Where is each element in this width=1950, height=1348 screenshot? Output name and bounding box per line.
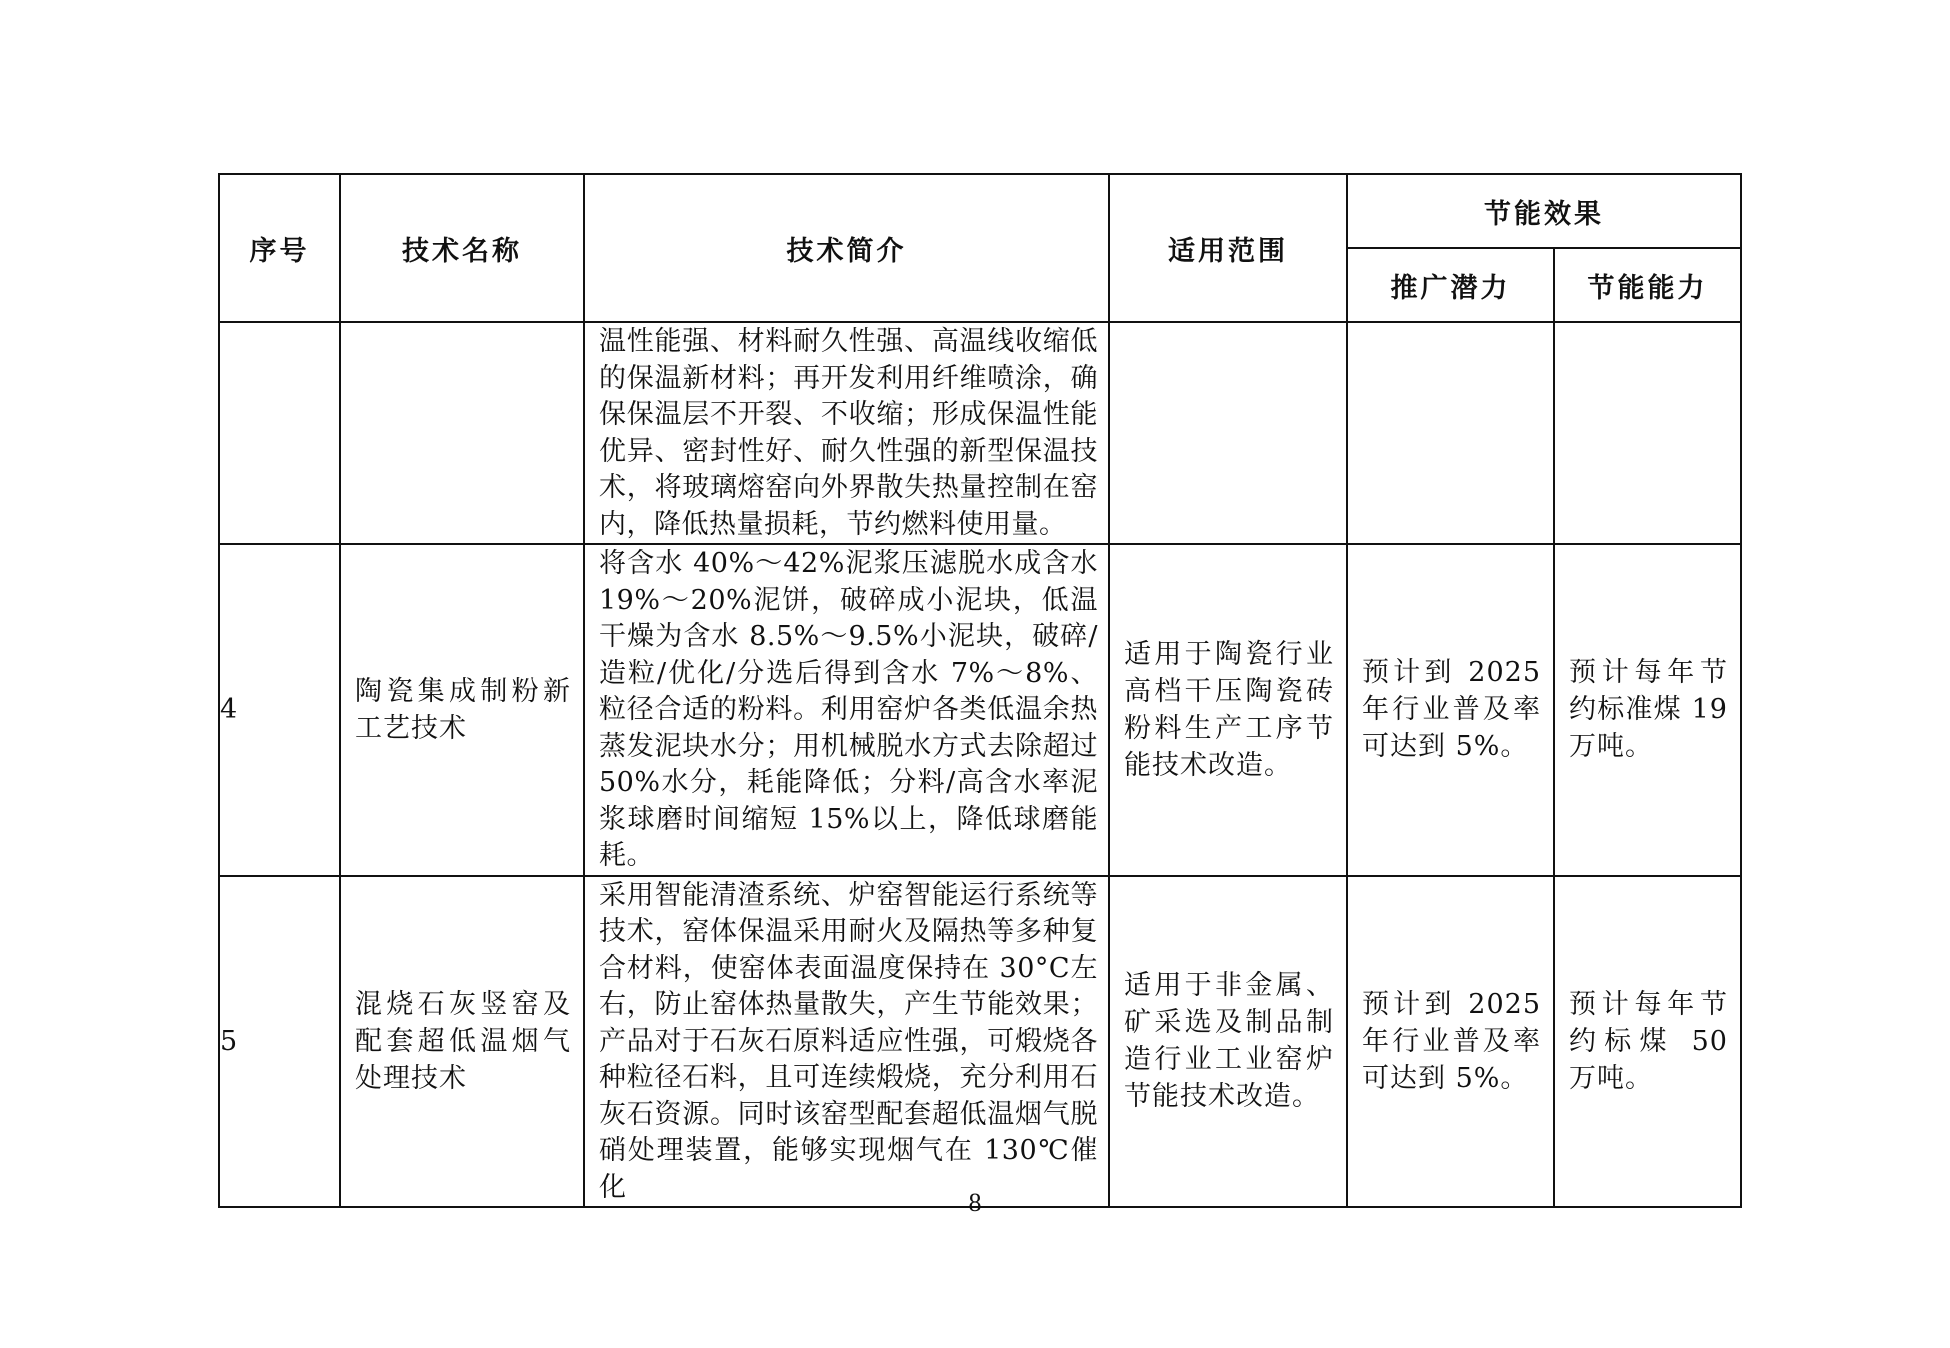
- row-scope: 适用于陶瓷行业高档干压陶瓷砖粉料生产工序节能技术改造。: [1124, 638, 1334, 781]
- row-seq: 4: [219, 544, 340, 876]
- row-desc: 采用智能清渣系统、炉窑智能运行系统等技术，窑体保温采用耐火及隔热等多种复合材料，使窑体表面温度保持在 30°C左右，防止窑体热量散失，产生节能效果；产品对于石灰石原料适应性强，可煅烧各种粒径石料，且可连续煅烧，充分利用石灰石资源。同时该窑型配套超低温烟气脱硝处理装置，能够实现烟气在 130℃催化: [599, 879, 1098, 1203]
- row-scope: 适用于非金属、矿采选及制品制造行业工业窑炉节能技术改造。: [1124, 970, 1334, 1113]
- header-seq: 序号: [219, 174, 340, 322]
- header-capacity: 节能能力: [1554, 248, 1741, 322]
- header-desc: 技术简介: [584, 174, 1109, 322]
- row-potential: 预计到 2025 年行业普及率可达到 5%。: [1362, 657, 1541, 763]
- row-desc-cell: [584, 322, 1109, 544]
- row-name: 混烧石灰竖窑及配套超低温烟气处理技术: [355, 988, 571, 1094]
- row-name-cell: [340, 544, 584, 876]
- row-capacity-cell: [1554, 322, 1741, 544]
- row-desc: 将含水 40%～42%泥浆压滤脱水成含水19%～20%泥饼，破碎成小泥块，低温干燥为含水 8.5%～9.5%小泥块，破碎/造粒/优化/分选后得到含水 7%～8%、粒径合适的粉料。利用窑炉各类低温余热蒸发泥块水分；用机械脱水方式去除超过 50%水分，耗能降低；分料/高含水率泥浆球磨时间缩短 15%以上，降低球磨能耗。: [599, 548, 1098, 871]
- row-capacity-cell: [1554, 876, 1741, 1208]
- row-capacity-cell: [1554, 544, 1741, 876]
- row-desc-cell: [584, 876, 1109, 1208]
- header-scope: 适用范围: [1109, 174, 1347, 322]
- row-desc: 温性能强、材料耐久性强、高温线收缩低的保温新材料；再开发利用纤维喷涂，确保保温层不开裂、不收缩；形成保温性能优异、密封性好、耐久性强的新型保温技术，将玻璃熔窑向外界散失热量控制在窑内，降低热量损耗，节约燃料使用量。: [599, 326, 1098, 540]
- row-name: 陶瓷集成制粉新工艺技术: [355, 675, 571, 744]
- row-seq: 5: [219, 876, 340, 1208]
- row-scope-cell: [1109, 544, 1347, 876]
- row-potential: 预计到 2025 年行业普及率可达到 5%。: [1362, 988, 1541, 1094]
- row-scope-cell: [1109, 322, 1347, 544]
- row-potential-cell: [1347, 876, 1554, 1208]
- row-capacity: 预计每年节约标煤 50 万吨。: [1569, 988, 1728, 1094]
- header-name: 技术名称: [340, 174, 584, 322]
- row-scope-cell: [1109, 876, 1347, 1208]
- tech-table: [218, 173, 1742, 1208]
- table-row: [219, 876, 1741, 1208]
- row-desc-cell: [584, 544, 1109, 876]
- row-name-cell: [340, 876, 584, 1208]
- row-capacity: 预计每年节约标准煤 19 万吨。: [1569, 657, 1728, 763]
- table-row: [219, 322, 1741, 544]
- header-effect: 节能效果: [1347, 174, 1741, 248]
- row-potential-cell: [1347, 544, 1554, 876]
- header-row-top: [219, 174, 1741, 248]
- header-potential: 推广潜力: [1347, 248, 1554, 322]
- row-seq: [219, 322, 340, 544]
- row-name-cell: [340, 322, 584, 544]
- page-number: 8: [968, 1188, 982, 1217]
- row-potential-cell: [1347, 322, 1554, 544]
- table-row: [219, 544, 1741, 876]
